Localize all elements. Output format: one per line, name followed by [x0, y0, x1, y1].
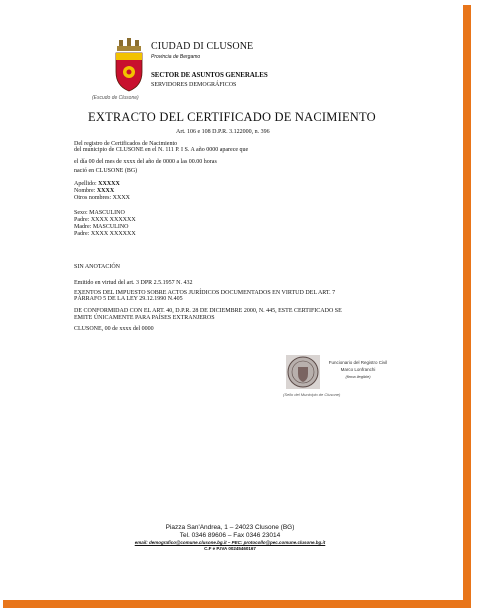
exempt-line-2: PÁRRAFO 5 DE LA LEY 29.12.1990 N.405 — [74, 296, 183, 302]
sex-line: Sexo: MASCULINO — [74, 210, 125, 216]
services-name: SERVIDORES DEMOGRÁFICOS — [151, 82, 237, 88]
official-block — [325, 360, 391, 379]
municipal-seal-icon — [286, 355, 320, 389]
footer-phone: Tel. 0346 89606 – Fax 0346 23014 — [179, 532, 281, 539]
other-names: Otros nombres: XXXX — [74, 195, 130, 201]
surname-row — [74, 181, 120, 188]
orange-frame-right — [463, 5, 471, 608]
document-title: EXTRACTO DEL CERTIFICADO DE NACIMIENTO — [88, 110, 376, 124]
conform-line-1: DE CONFORMIDAD CON EL ART. 40, D.P.R. 28 DE DICIEMBRE 2000, N. 445, ESTE CERTIFICADO SE — [74, 308, 342, 314]
seal-caption: (Sello del Municipio de Clusone) — [283, 392, 341, 397]
birth-line-1: el día 00 del mes de xxxx del año de 0000 a las 00.00 horas — [74, 159, 217, 165]
mother-line: Madre: MASCULINO — [74, 224, 129, 230]
coat-of-arms-icon — [113, 38, 145, 92]
name-value: XXXX — [96, 188, 115, 194]
intro-line-2: del municipio de CLUSONE en el N. 111 P. I S. A año 0000 aparece que — [74, 147, 249, 153]
intro-line-1: Del registro de Certificados de Nacimiento — [74, 141, 178, 147]
annotation-line: SIN ANOTACIÓN — [74, 264, 121, 270]
issued-line: Emitido en virtud del art. 3 DPR 2.5.1957 N. 432 — [74, 280, 193, 286]
surname-value: XXXXX — [98, 181, 120, 187]
city-name: CIUDAD DI CLUSONE — [151, 41, 254, 52]
footer-address: Piazza San'Andrea, 1 – 24023 Clusone (BG) — [165, 524, 295, 531]
orange-frame-bottom — [3, 600, 471, 608]
name-label: Nombre: — [74, 188, 96, 194]
exempt-line-1: EXENTOS DEL IMPUESTO SOBRE ACTOS JURÍDICOS DOCUMENTADOS EN VIRTUD DEL ART. 7 — [74, 290, 336, 296]
official-role: Funcionario del Registro Civil — [328, 360, 388, 365]
footer-tax-id: C.F e P.IVA 00245460167 — [204, 546, 256, 551]
conform-line-2: EMITE ÚNICAMENTE PARA PAÍSES EXTRANJEROS — [74, 315, 215, 321]
legal-reference: Art. 106 e 108 D.P.R. 3.122000, n. 396 — [176, 129, 270, 135]
father-line-2: Padre: XXXX XXXXXX — [74, 231, 136, 237]
date-line: CLUSONE, 00 de xxxx del 0000 — [74, 326, 154, 332]
surname-label: Apellido: — [74, 181, 97, 187]
name-row — [74, 188, 114, 195]
province-name: Provincia de Bergamo — [151, 54, 201, 60]
crest-caption: (Escudo de Clusone) — [92, 95, 139, 101]
sector-name: SECTOR DE ASUNTOS GENERALES — [151, 71, 268, 79]
official-name: Marco Lonfranchi — [340, 367, 376, 372]
father-line-1: Padre: XXXX XXXXXX — [74, 217, 136, 223]
footer-email[interactable]: email: demografico@comune.clusone.bg.it – PEC: protocollo@pec.comune.clusone.bg.it — [134, 540, 326, 545]
official-signature: (firma ilegible) — [345, 374, 371, 379]
birth-line-2: nació en CLUSONE (BG) — [74, 168, 138, 174]
